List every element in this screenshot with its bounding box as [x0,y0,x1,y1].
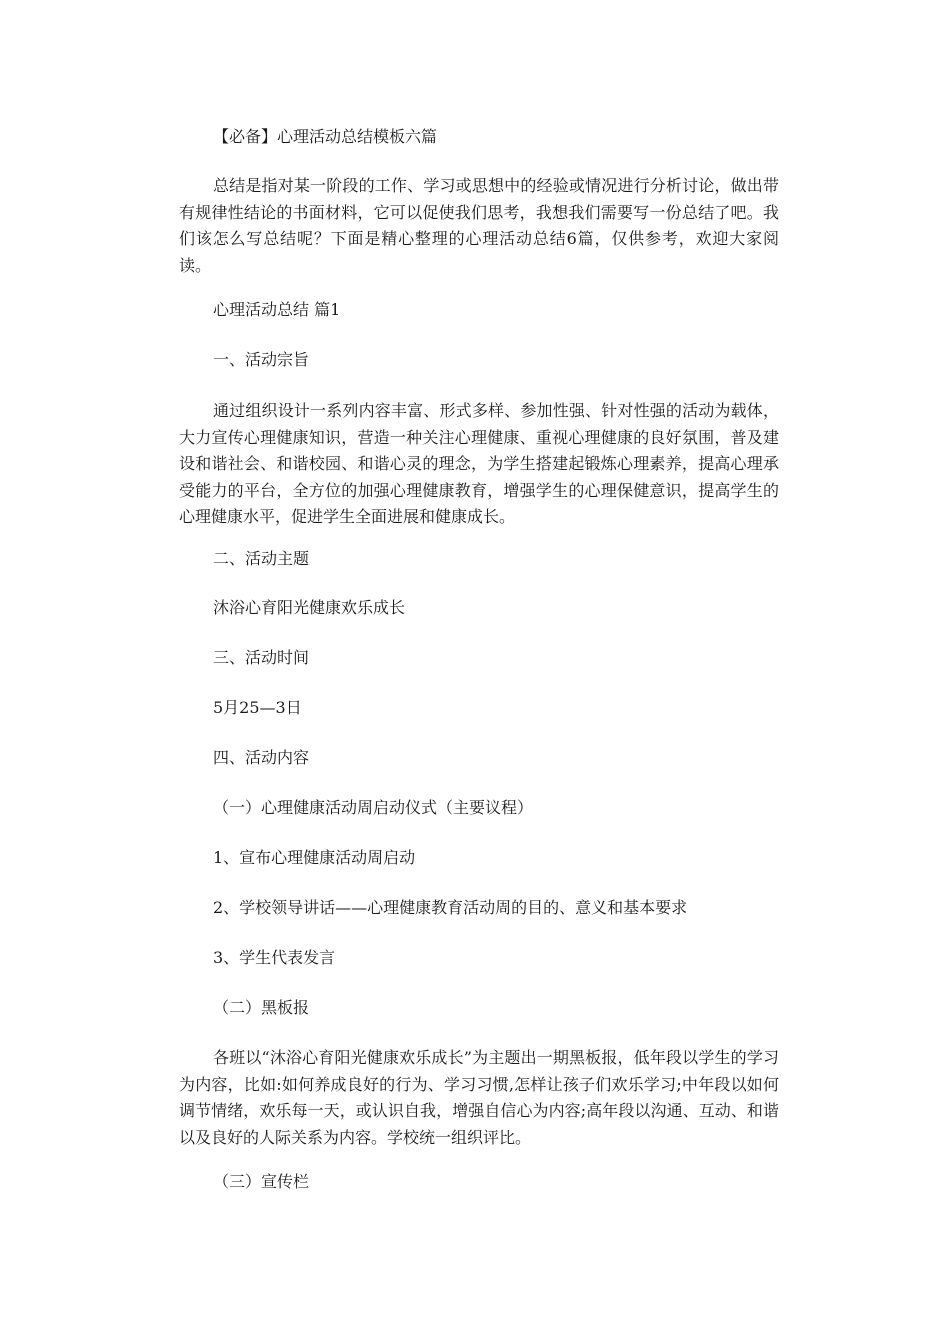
list-item-3: 3、学生代表发言 [213,948,336,967]
theme-text: 沐浴心育阳光健康欢乐成长 [213,598,406,617]
section-heading: 心理活动总结 篇1 [213,300,341,319]
heading-theme: 二、活动主题 [213,549,310,568]
intro-paragraph: 总结是指对某一阶段的工作、学习或思想中的经验或情况进行分析讨论，做出带有规律性结论的书面材料，它可以促使我们思考，我想我们需要写一份总结了吧。我们该怎么写总结呢？下面是精心整理的心理活动总结6篇，仅供参考，欢迎大家阅读。 [179,176,779,275]
heading-content: 四、活动内容 [213,748,310,767]
heading-purpose: 一、活动宗旨 [213,350,310,369]
subheading-bulletin: （三）宣传栏 [213,1172,310,1191]
list-item-1: 1、宣布心理健康活动周启动 [213,848,416,867]
subheading-ceremony: （一）心理健康活动周启动仪式（主要议程） [213,798,534,817]
list-item-2: 2、学校领导讲话——心理健康教育活动周的目的、意义和基本要求 [213,898,688,917]
subheading-blackboard: （二）黑板报 [213,998,310,1017]
time-text: 5月25—3日 [213,698,302,717]
purpose-paragraph: 通过组织设计一系列内容丰富、形式多样、参加性强、针对性强的活动为载体，大力宣传心理健康知识，营造一种关注心理健康、重视心理健康的良好氛围，普及建设和谐社会、和谐校园、和谐心灵的理念，为学生搭建起锻炼心理素养，提高心理承受能力的平台，全方位的加强心理健康教育，增强学生的心理保健意识，提高学生的心理健康水平，促进学生全面进展和健康成长。 [179,401,779,526]
document-title: 【必备】心理活动总结模板六篇 [213,127,438,146]
blackboard-paragraph: 各班以“沐浴心育阳光健康欢乐成长”为主题出一期黑板报，低年段以学生的学习为内容，比如:如何养成良好的行为、学习习惯,怎样让孩子们欢乐学习;中年段以如何调节情绪，欢乐每一天，或认识自我，增强自信心为内容;高年段以沟通、互动、和谐以及良好的人际关系为内容。学校统一组织评比。 [179,1048,779,1147]
heading-time: 三、活动时间 [213,648,310,667]
